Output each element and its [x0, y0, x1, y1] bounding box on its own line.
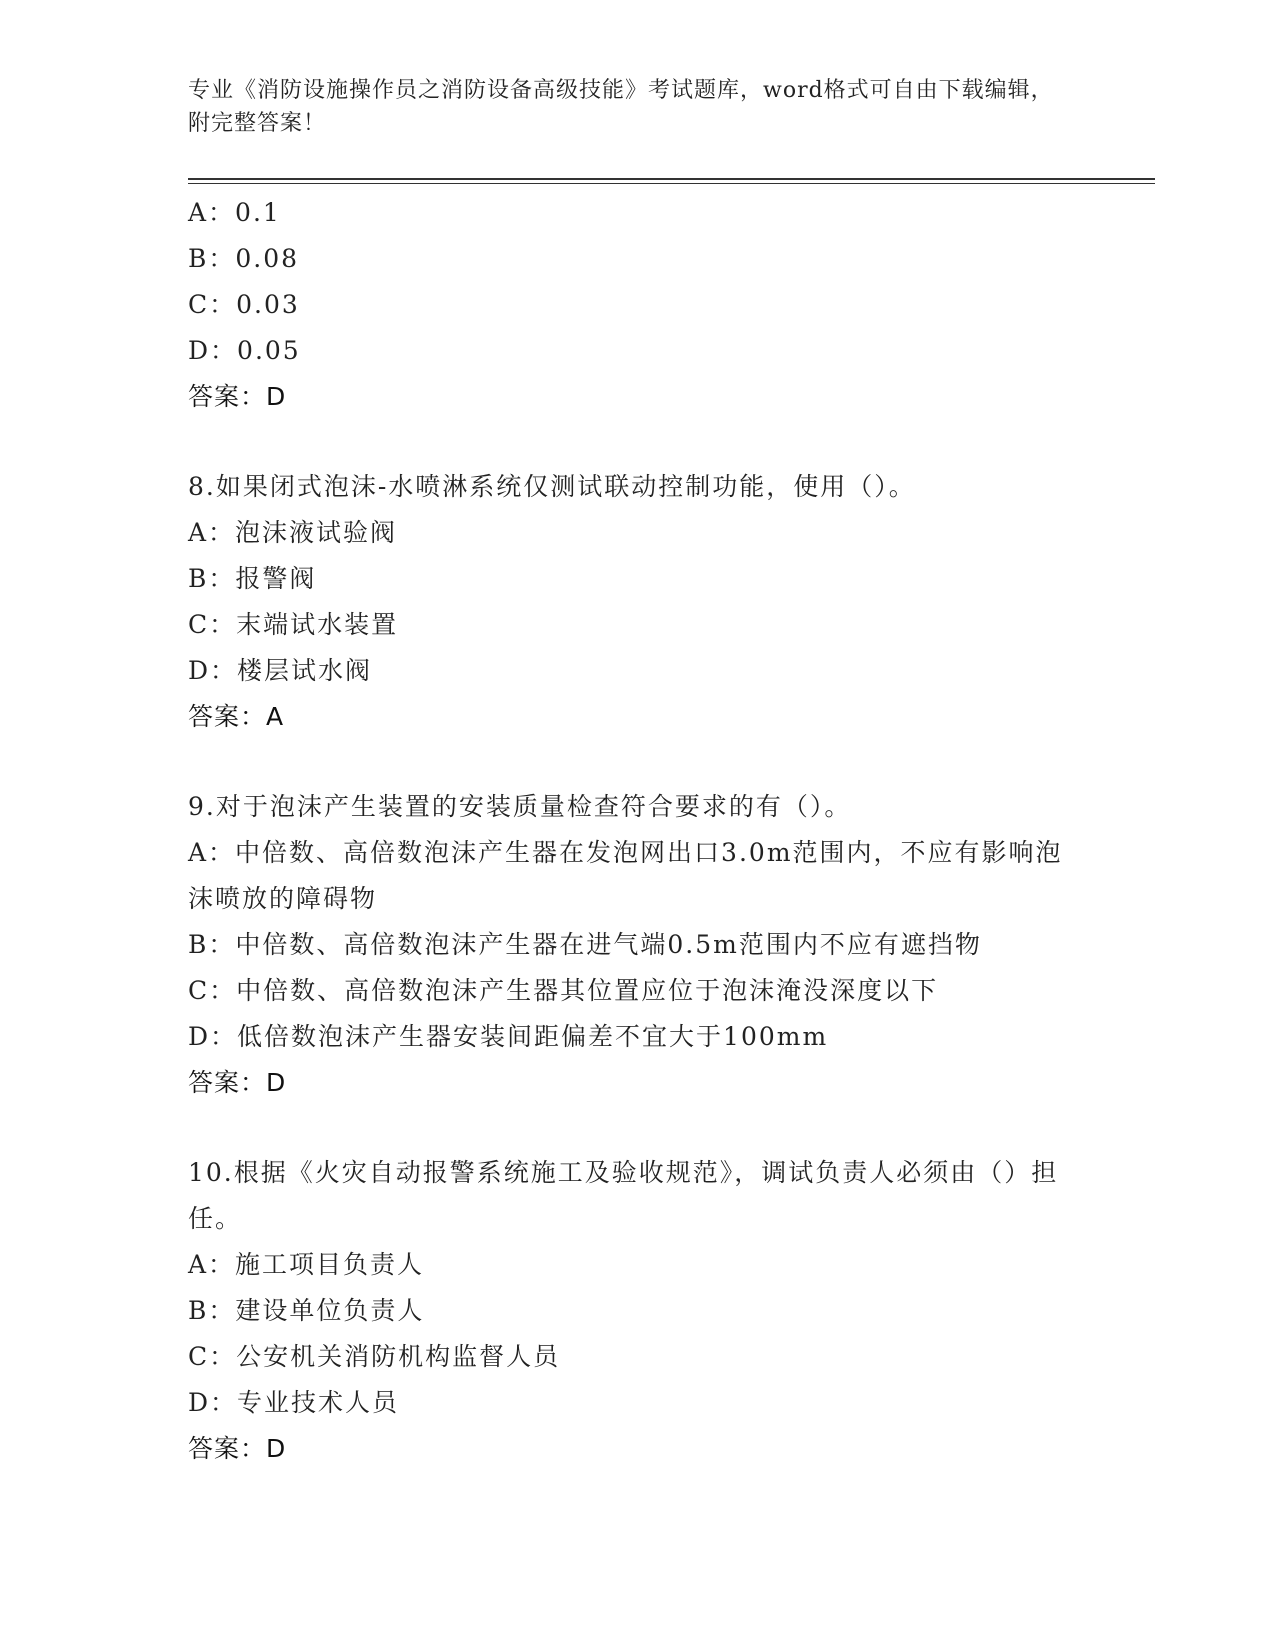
option-d: D：楼层试水阀 [188, 656, 373, 685]
spacer [188, 1106, 1088, 1150]
option-a: A：施工项目负责人 [188, 1250, 425, 1279]
question-block-7 [188, 190, 1088, 420]
option-b: B：报警阀 [188, 564, 317, 593]
option-b: B：中倍数、高倍数泡沫产生器在进气端0.5m范围内不应有遮挡物 [188, 930, 982, 959]
option-b: B：建设单位负责人 [188, 1296, 425, 1325]
option-d: D：0.05 [188, 336, 301, 365]
answer-line: 答案：D [188, 1434, 287, 1463]
answer-line: 答案：D [188, 1068, 287, 1097]
header-divider-thin [188, 183, 1155, 184]
question-block-8 [188, 464, 1088, 740]
question-content [188, 190, 1088, 1472]
question-text: 8.如果闭式泡沫-水喷淋系统仅测试联动控制功能，使用（）。 [188, 472, 916, 501]
option-d: D：低倍数泡沫产生器安装间距偏差不宜大于100mm [188, 1022, 829, 1051]
question-text: 9.对于泡沫产生装置的安装质量检查符合要求的有（）。 [188, 792, 852, 821]
option-c: C：0.03 [188, 290, 300, 319]
option-a: A：泡沫液试验阀 [188, 518, 398, 547]
question-block-9 [188, 784, 1088, 1106]
option-c: C：中倍数、高倍数泡沫产生器其位置应位于泡沫淹没深度以下 [188, 976, 939, 1005]
option-b: B：0.08 [188, 244, 300, 273]
answer-line: 答案：D [188, 382, 287, 411]
option-a: A：中倍数、高倍数泡沫产生器在发泡网出口3.0m范围内，不应有影响泡沫喷放的障碍物 [188, 838, 1063, 913]
spacer [188, 420, 1088, 464]
option-c: C：末端试水装置 [188, 610, 399, 639]
header-divider-thick [188, 178, 1155, 180]
spacer [188, 740, 1088, 784]
answer-line: 答案：A [188, 702, 285, 731]
question-block-10 [188, 1150, 1088, 1472]
option-c: C：公安机关消防机构监督人员 [188, 1342, 561, 1371]
document-header: 专业《消防设施操作员之消防设备高级技能》考试题库，word格式可自由下载编辑，附完整答案！ [188, 78, 1054, 136]
option-d: D：专业技术人员 [188, 1388, 400, 1417]
option-a: A：0.1 [188, 198, 281, 227]
question-text: 10.根据《火灾自动报警系统施工及验收规范》，调试负责人必须由（）担任。 [188, 1158, 1059, 1233]
